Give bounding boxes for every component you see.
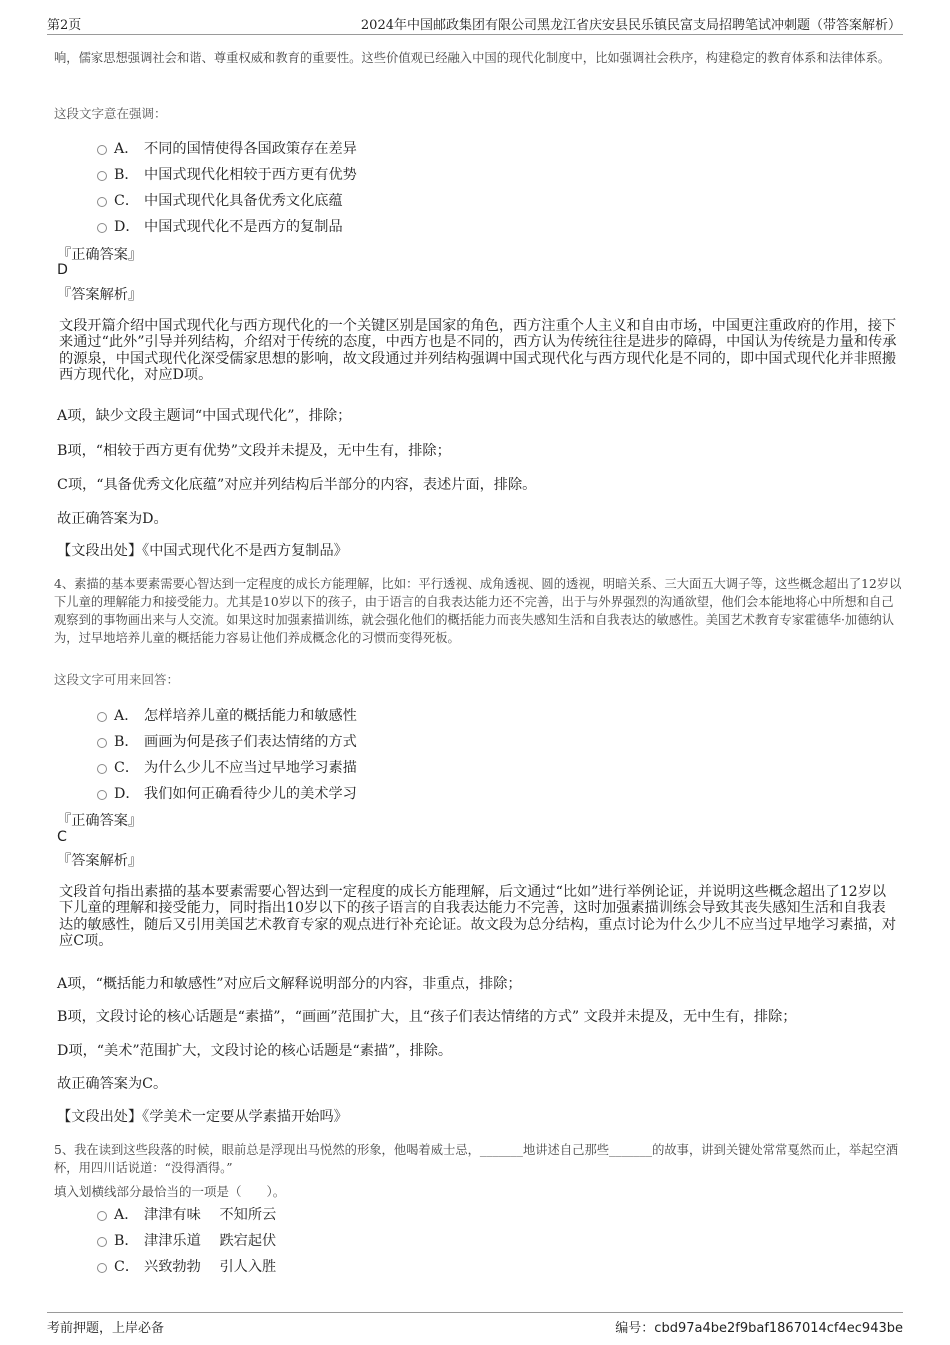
q3-analysis: 文段开篇介绍中国式现代化与西方现代化的一个关键区别是国家的角色，西方注重个人主义和自由市场，中国更注重政府的作用，接下来通过“此外”引导并列结构，介绍对于传统的态度，中西方也是不同的，西方认为传统往往是进步的障碍，中国认为传统是力量和传承的源泉，中国式现代化深受儒家思想的影响，故文段通过并列结构强调中国式现代化与西方现代化是不同的，即中国式现代化并非照搬西方现代化，对应D项。 [59, 318, 897, 383]
q3-source: 【文段出处】《中国式现代化不是西方复制品》 [57, 543, 348, 559]
q3-stem-tail: 响，儒家思想强调社会和谐、尊重权威和教育的重要性。这些价值观已经融入中国的现代化制度中，比如强调社会秩序，构建稳定的教育体系和法律体系。 [54, 51, 891, 65]
radio-icon[interactable] [97, 790, 107, 800]
q3-option-b[interactable]: B． 中国式现代化相较于西方更有优势 [97, 164, 357, 184]
radio-icon[interactable] [97, 712, 107, 722]
code-value: cbd97a4be2f9baf1867014cf4ec943be [654, 1321, 903, 1336]
q3-note-c: C项，“具备优秀文化底蕴”对应并列结构后半部分的内容，表述片面，排除。 [57, 477, 537, 493]
q5-stem: 5、我在读到这些段落的时候，眼前总是浮现出马悦然的形象，他喝着威士忌，_______地讲述自己那些_______的故事，讲到关键处常常戛然而止，举起空酒杯，用四川话说道：“没得酒得。” [54, 1143, 899, 1175]
q3-note-b: B项，“相较于西方更有优势”文段并未提及，无中生有，排除； [57, 443, 451, 459]
q4-option-c[interactable]: C． 为什么少儿不应当过早地学习素描 [97, 757, 357, 777]
q4-option-a[interactable]: A． 怎样培养儿童的概括能力和敏感性 [97, 705, 357, 725]
q4-analysis: 文段首句指出素描的基本要素需要心智达到一定程度的成长方能理解，后文通过“比如”进行举例论证，并说明这些概念超出了12岁以下儿童的理解和接受能力，同时指出10岁以下的孩子语言的自我表达能力不完善，这时加强素描训练会导致其丧失感知生活和自我表达的敏感性，随后又引用美国艺术教育专家的观点进行补充论证。故文段为总分结构，重点讨论为什么少儿不应当过早地学习素描，对应C项。 [59, 884, 897, 949]
document-code [615, 1317, 903, 1336]
q3-analysis-label: 『答案解析』 [57, 287, 143, 303]
radio-icon[interactable] [97, 1237, 107, 1247]
q4-answer: C [57, 829, 67, 845]
radio-icon[interactable] [97, 764, 107, 774]
radio-icon[interactable] [97, 171, 107, 181]
q5-prompt: 填入划横线部分最恰当的一项是（ ）。 [54, 1184, 286, 1199]
q3-option-d[interactable]: D． 中国式现代化不是西方的复制品 [97, 216, 343, 236]
q5-option-b[interactable]: B． 津津乐道 跌宕起伏 [97, 1230, 276, 1250]
code-label: 编号： [615, 1321, 655, 1336]
radio-icon[interactable] [97, 197, 107, 207]
q4-stem: 4、素描的基本要素需要心智达到一定程度的成长方能理解，比如：平行透视、成角透视、圆的透视，明暗关系、三大面五大调子等，这些概念超出了12岁以下儿童的理解能力和接受能力。尤其是10岁以下的孩子，由于语言的自我表达能力还不完善，出于与外界强烈的沟通欲望，他们会本能地将心中所想和自己观察到的事物画出来与人交流。如果这时加强素描训练，就会强化他们的概括能力而丧失感知生活和自我表达的敏感性。美国艺术教育专家霍德华·加德纳认为，过早地培养儿童的概括能力容易让他们养成概念化的习惯而变得死板。 [54, 577, 902, 645]
q4-option-b[interactable]: B． 画画为何是孩子们表达情绪的方式 [97, 731, 357, 751]
q3-option-c[interactable]: C． 中国式现代化具备优秀文化底蕴 [97, 190, 343, 210]
footer-slogan: 考前押题，上岸必备 [47, 1321, 165, 1336]
page-number: 第2页 [47, 18, 82, 33]
page-header [47, 14, 903, 35]
radio-icon[interactable] [97, 223, 107, 233]
q3-conclusion: 故正确答案为D。 [57, 511, 168, 527]
q4-analysis-label: 『答案解析』 [57, 853, 143, 869]
q3-note-a: A项，缺少文段主题词“中国式现代化”，排除； [57, 408, 352, 424]
q4-note-a: A项，“概括能力和敏感性”对应后文解释说明部分的内容，非重点，排除； [57, 976, 522, 992]
q5-option-a[interactable]: A． 津津有味 不知所云 [97, 1204, 276, 1224]
radio-icon[interactable] [97, 1211, 107, 1221]
q4-prompt: 这段文字可用来回答： [54, 672, 180, 687]
q4-option-d[interactable]: D． 我们如何正确看待少儿的美术学习 [97, 783, 357, 803]
radio-icon[interactable] [97, 738, 107, 748]
q3-prompt: 这段文字意在强调： [54, 106, 167, 121]
q4-answer-label: 『正确答案』 [57, 813, 143, 829]
q3-answer-label: 『正确答案』 [57, 247, 143, 263]
q4-note-b: B项，文段讨论的核心话题是“素描”，“画画”范围扩大，且“孩子们表达情绪的方式” 文段并未提及，无中生有，排除； [57, 1009, 797, 1025]
document-title: 2024年中国邮政集团有限公司黑龙江省庆安县民乐镇民富支局招聘笔试冲刺题（带答案解析） [360, 18, 901, 33]
q4-note-d: D项，“美术”范围扩大，文段讨论的核心话题是“素描”，排除。 [57, 1043, 453, 1059]
q3-answer: D [57, 262, 68, 278]
radio-icon[interactable] [97, 1263, 107, 1273]
radio-icon[interactable] [97, 145, 107, 155]
page-footer [47, 1312, 903, 1335]
q4-conclusion: 故正确答案为C。 [57, 1076, 168, 1092]
q3-option-a[interactable]: A． 不同的国情使得各国政策存在差异 [97, 138, 357, 158]
q4-source: 【文段出处】《学美术一定要从学素描开始吗》 [57, 1109, 348, 1125]
q5-option-c[interactable]: C． 兴致勃勃 引人入胜 [97, 1256, 276, 1276]
